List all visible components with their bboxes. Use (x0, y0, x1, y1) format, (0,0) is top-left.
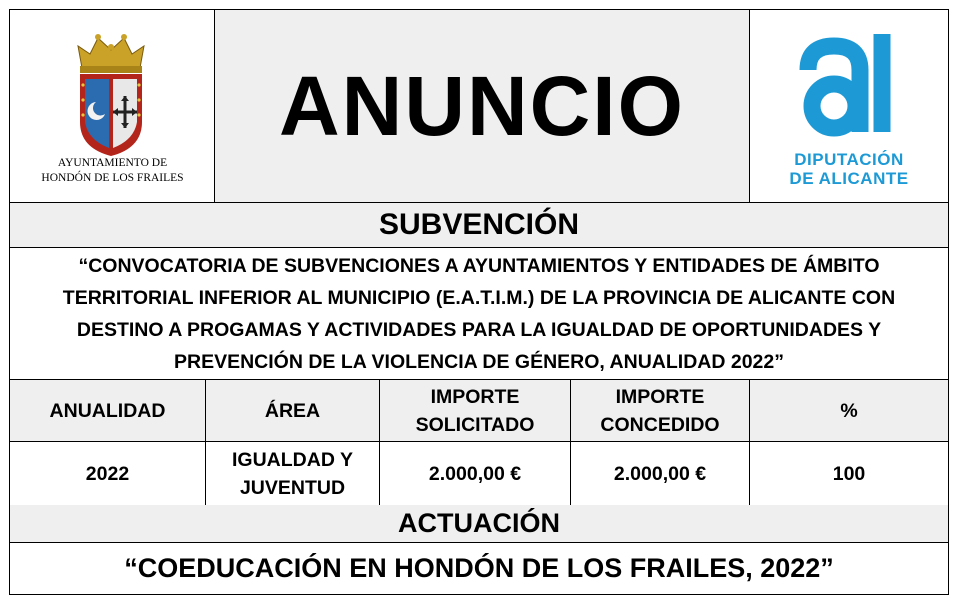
actuacion-heading: ACTUACIÓN (10, 505, 948, 543)
header-importe-solicitado: IMPORTE SOLICITADO (380, 380, 571, 442)
cell-anualidad: 2022 (10, 442, 206, 505)
diputacion-line-2: DE ALICANTE (789, 169, 909, 188)
diputacion-line-1: DIPUTACIÓN (794, 150, 904, 169)
header-importe-concedido: IMPORTE CONCEDIDO (571, 380, 750, 442)
diputacion-al-icon (750, 10, 948, 146)
header-percent: % (750, 380, 948, 442)
title-cell (215, 10, 750, 202)
header-anualidad: ANUALIDAD (10, 380, 206, 442)
subvencion-heading: SUBVENCIÓN (10, 203, 948, 248)
convocatoria-text: “CONVOCATORIA DE SUBVENCIONES A AYUNTAMIENTOS Y ENTIDADES DE ÁMBITO TERRITORIAL INFERIOR AL MUNICIPIO (E.A.T.I.M.) DE LA PROVINCIA DE ALICANTE CON DESTINO A PROGAMAS Y ACTIVIDADES PARA LA IGUALDAD DE OPORTUNIDADES Y PREVENCIÓN DE LA VIOLENCIA DE GÉNERO, ANUALIDAD 2022” (10, 248, 948, 380)
actuacion-value: “COEDUCACIÓN EN HONDÓN DE LOS FRAILES, 2022” (124, 553, 834, 583)
ayuntamiento-logo (10, 10, 215, 202)
diputacion-logo (750, 10, 948, 202)
coat-of-arms-icon (10, 10, 215, 156)
header-area: ÁREA (206, 380, 380, 442)
announcement-sheet (9, 9, 949, 595)
cell-importe-solicitado: 2.000,00 € (380, 442, 571, 505)
cell-area: IGUALDAD Y JUVENTUD (206, 442, 380, 505)
ayuntamiento-line-2: HONDÓN DE LOS FRAILES (41, 172, 184, 184)
header-band (10, 10, 948, 203)
cell-importe-concedido: 2.000,00 € (571, 442, 750, 505)
cell-percent: 100 (832, 462, 866, 485)
page-title: ANUNCIO (279, 58, 685, 153)
grant-table (10, 380, 948, 506)
ayuntamiento-line-1: AYUNTAMIENTO DE (57, 157, 168, 169)
